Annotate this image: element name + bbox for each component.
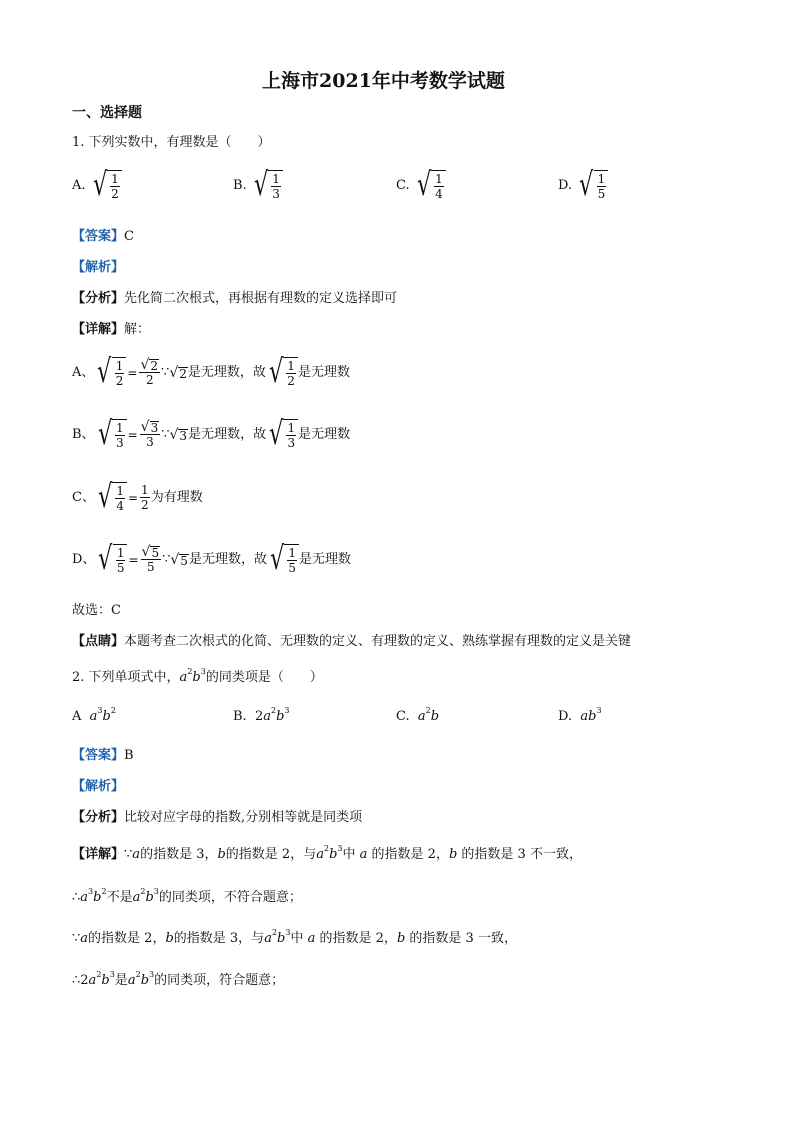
q2-option-d: D. $ab^3$ (558, 706, 602, 724)
q2-detail-line-2: $\therefore a^3b^2$不是$a^2b^3$的同类项，不符合题意； (72, 887, 302, 905)
q2-answer: 【答案】B (72, 748, 134, 763)
q2-fenxi: 【分析】比较对应字母的指数,分别相等就是同类项 (72, 810, 363, 825)
q1-option-c: C. √ $\frac{1}{4}$ (396, 170, 446, 201)
question-1-stem: 1. 下列实数中，有理数是（ ） (72, 135, 271, 150)
q1-choice: 故选：C (72, 603, 121, 618)
q2-option-a: A $a^3b^2$ (72, 706, 116, 724)
q1-analysis-heading: 【解析】 (72, 260, 125, 275)
q1-answer: 【答案】C (72, 229, 134, 244)
q1-option-d: D. √ $\frac{1}{5}$ (558, 170, 608, 201)
q1-option-a: A. √ $\frac{1}{2}$ (72, 170, 122, 201)
q2-option-b: B. $2a^2b^3$ (233, 706, 290, 724)
q1-step-a: A、 √ $\frac{1}{2}$ = √ 2 2 ∵ √ 2 是无理数，故 √ $\frac{1}{2}$ 是无理数 (72, 352, 350, 390)
q2-option-c: C. $a^2b$ (396, 706, 440, 724)
q1-option-b: B. √ $\frac{1}{3}$ (233, 170, 283, 201)
q1-step-b: B、 √ $\frac{1}{3}$ = √ 3 3 ∵ √ 3 是无理数，故 √ $\frac{1}{3}$ 是无理数 (72, 414, 351, 452)
q1-fenxi: 【分析】先化简二次根式，再根据有理数的定义选择即可 (72, 291, 398, 306)
page-title: 上海市2021年中考数学试题 (262, 70, 505, 92)
q1-step-d: D、 √ $\frac{1}{5}$ = √ 5 5 ∵ √ 5 是无理数，故 √ $\frac{1}{5}$ 是无理数 (72, 539, 351, 577)
question-2-stem: 2. 下列单项式中，$a^2b^3$的同类项是（ ） (72, 667, 323, 685)
q2-analysis-heading: 【解析】 (72, 779, 125, 794)
q1-step-c: C、 √ $\frac{1}{4}$ = $\frac{1}{2}$ 为有理数 (72, 477, 203, 515)
q2-detail-line-4: $\therefore 2a^2b^3$是$a^2b^3$的同类项，符合题意； (72, 970, 285, 988)
q2-detail-line-3: ∵a的指数是 2，b的指数是 3，与$a^2b^3$中 a 的指数是 2，b 的指数是 3 一致， (72, 928, 517, 946)
section-heading: 一、选择题 (72, 105, 142, 121)
q1-comment: 【点睛】本题考查二次根式的化简、无理数的定义、有理数的定义、熟练掌握有理数的定义是关键 (72, 634, 632, 649)
q2-detail-line-1: 【详解】∵a的指数是 3，b的指数是 2，与$a^2b^3$中 a 的指数是 2，b 的指数是 3 不一致， (72, 844, 582, 862)
q1-detail: 【详解】解： (72, 322, 151, 337)
